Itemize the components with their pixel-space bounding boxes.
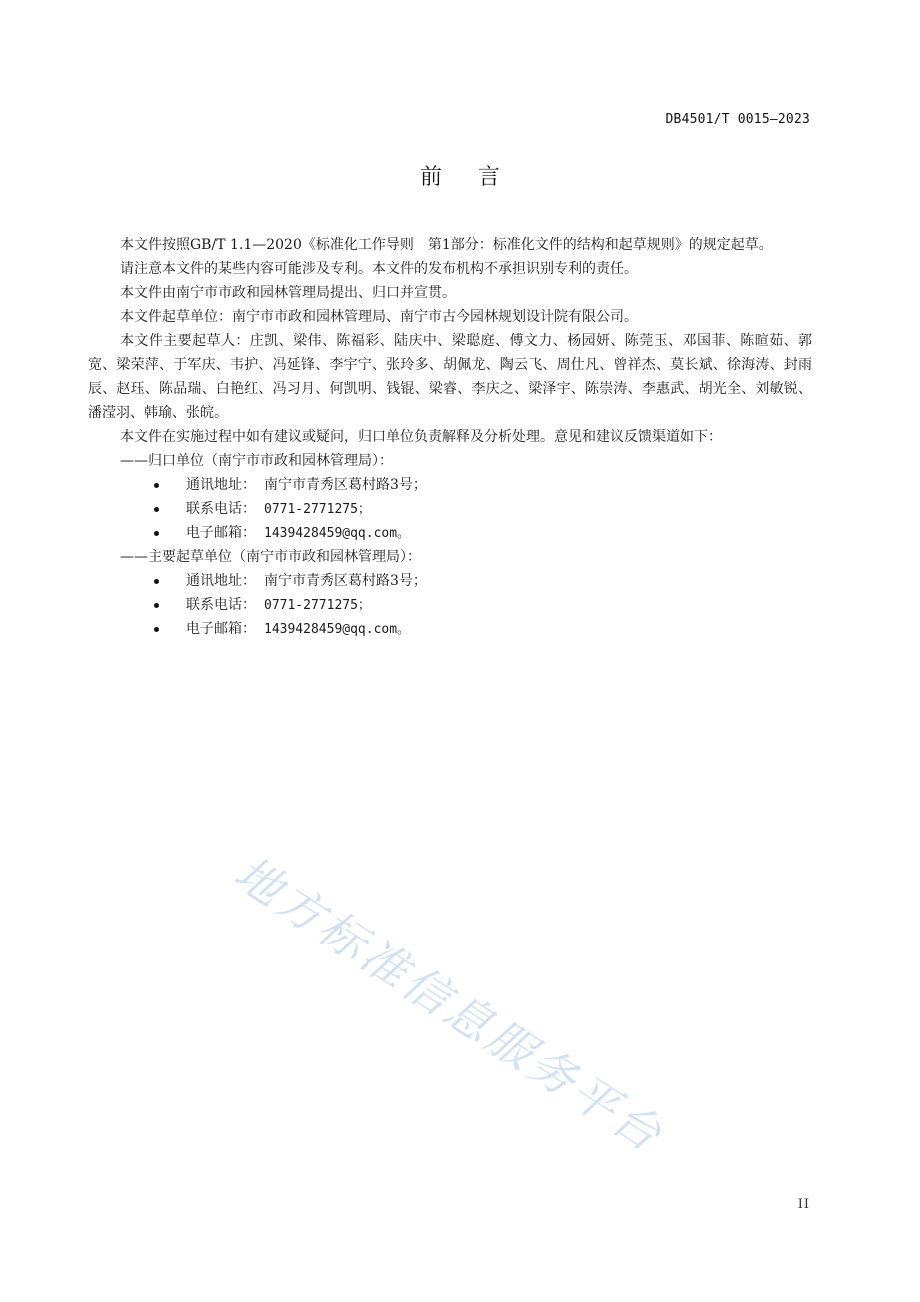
page-title: 前言: [419, 165, 536, 190]
list-item: [88, 473, 812, 497]
list-item: [88, 617, 812, 641]
bullet-icon: [154, 627, 159, 632]
bullet-icon: [154, 483, 159, 488]
contact-label: 通讯地址：: [186, 477, 256, 493]
document-code: DB4501/T 0015—2023: [665, 112, 810, 127]
contact-label: 联系电话：: [186, 597, 256, 613]
bullet-icon: [154, 603, 159, 608]
page-number: II: [797, 1197, 810, 1212]
contact-value: 0771-2771275；: [264, 502, 371, 517]
bullet-icon: [154, 531, 159, 536]
paragraph-drafting-basis: 本文件按照GB/T 1.1—2020《标准化工作导则 第1部分：标准化文件的结构和起草规则》的规定起草。: [120, 237, 773, 253]
paragraph-feedback: 本文件在实施过程中如有建议或疑问，归口单位负责解释及分析处理。意见和建议反馈渠道如下：: [120, 429, 722, 445]
contact-label: 电子邮箱：: [186, 621, 256, 637]
contact-group-heading: ——归口单位（南宁市市政和园林管理局）：: [120, 453, 393, 469]
contact-list: [88, 473, 812, 545]
paragraph-drafting-units: 本文件起草单位：南宁市市政和园林管理局、南宁市古今园林规划设计院有限公司。: [120, 309, 638, 325]
list-item: [88, 497, 812, 521]
paragraph-drafters: 本文件主要起草人：庄凯、梁伟、陈福彩、陆庆中、梁聪庭、傅文力、杨园妍、陈莞玉、邓国菲、陈暄茹、郭宽、梁荣萍、于军庆、韦护、冯延锋、李宇宁、张玲多、胡佩龙、陶云飞、周仕凡、曾祥杰、莫长斌、徐海涛、封雨辰、赵珏、陈品瑞、白艳红、冯习月、何凯明、钱锟、梁睿、李庆之、梁泽宇、陈崇涛、李惠武、胡光全、刘敏锐、潘滢羽、韩瑜、张皖。: [88, 333, 812, 421]
bullet-icon: [154, 507, 159, 512]
contact-label: 联系电话：: [186, 501, 256, 517]
contact-value: 1439428459@qq.com。: [264, 622, 411, 637]
contact-list: [88, 569, 812, 641]
document-body: [88, 233, 812, 641]
list-item: [88, 593, 812, 617]
contact-group-heading: ——主要起草单位（南宁市市政和园林管理局）：: [120, 549, 421, 565]
paragraph-proposer: 本文件由南宁市市政和园林管理局提出、归口并宣贯。: [120, 285, 456, 301]
contact-value: 0771-2771275；: [264, 598, 371, 613]
list-item: [88, 569, 812, 593]
list-item: [88, 521, 812, 545]
contact-value: 南宁市青秀区葛村路3号；: [264, 573, 427, 589]
watermark: 地方标准信息服务平台: [224, 845, 674, 1164]
contact-label: 电子邮箱：: [186, 525, 256, 541]
contact-value: 南宁市青秀区葛村路3号；: [264, 477, 427, 493]
contact-value: 1439428459@qq.com。: [264, 526, 411, 541]
bullet-icon: [154, 579, 159, 584]
contact-label: 通讯地址：: [186, 573, 256, 589]
paragraph-patent-notice: 请注意本文件的某些内容可能涉及专利。本文件的发布机构不承担识别专利的责任。: [120, 261, 638, 277]
